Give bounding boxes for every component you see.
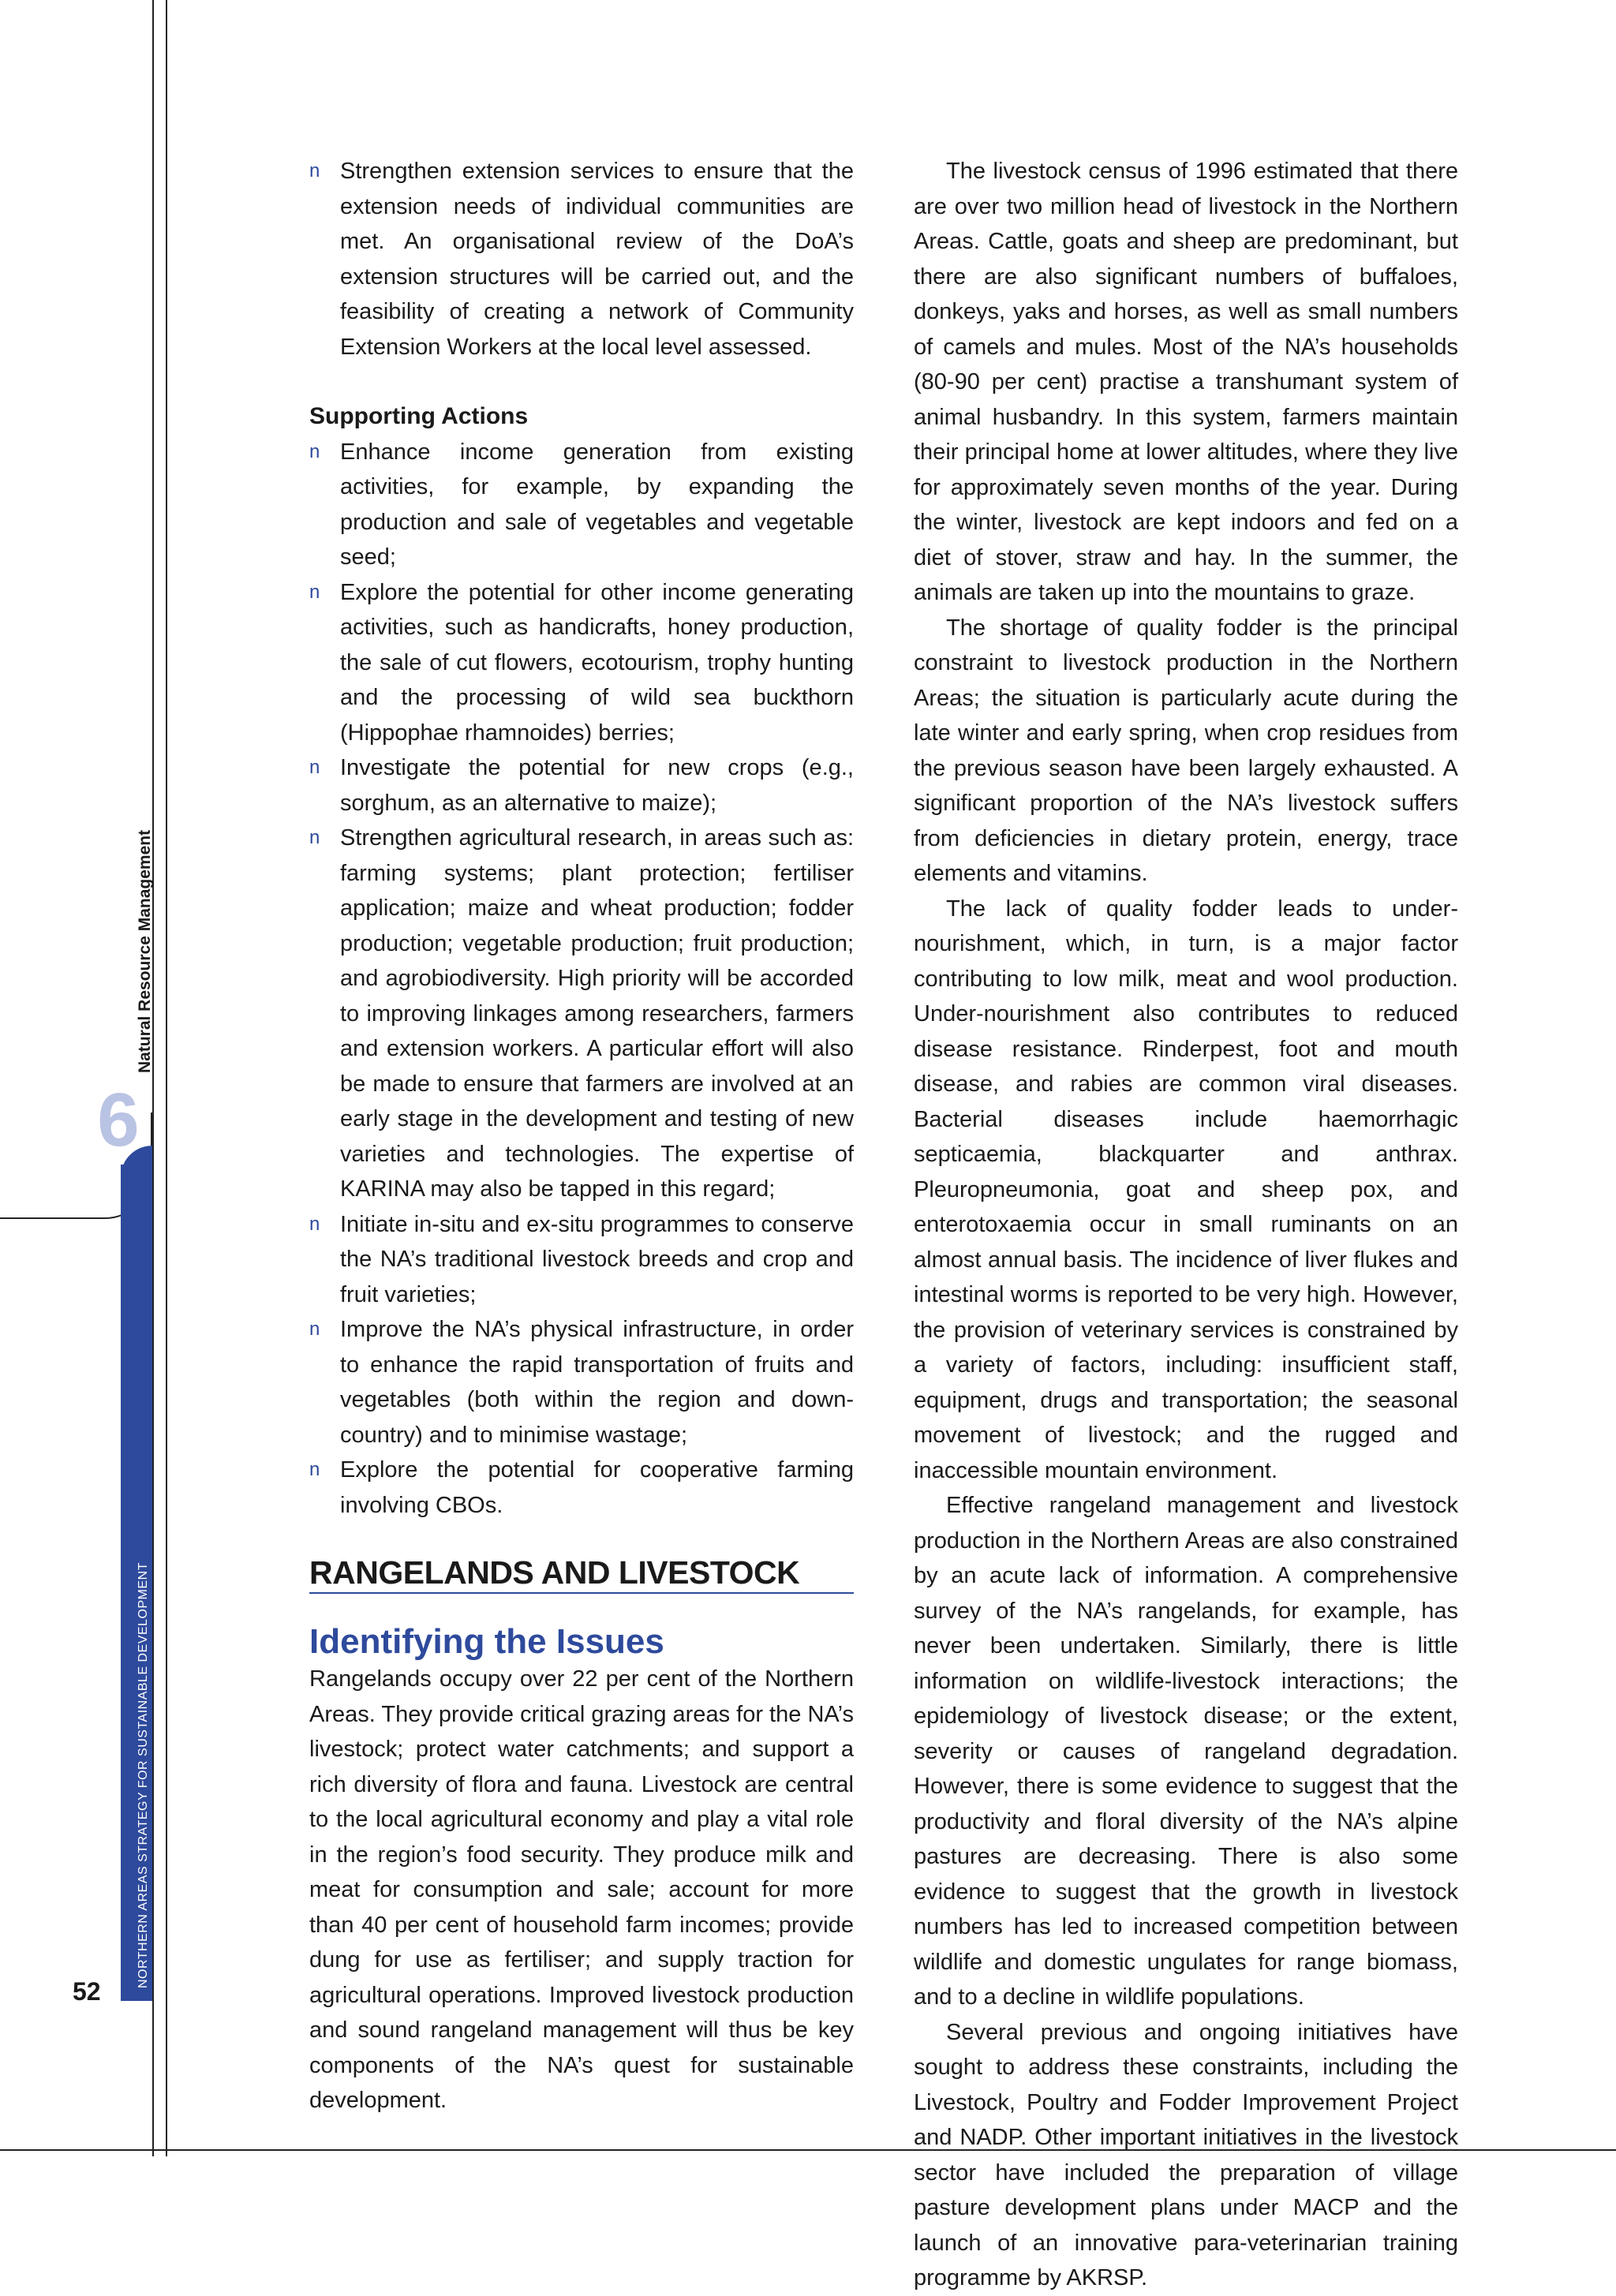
body-paragraph: The lack of quality fodder leads to under-nourishment, which, in turn, is a major factor contributing to low milk, meat and wool production. Under-nourishment also contributes to reduced disease resistance. Rinderpest, foot and mouth disease, and rabies are common viral diseases. Bacterial diseases include haemorrhagic septicaemia, blackquarter and anthrax. Pleuropneumonia, goat and sheep pox, and enterotoxaemia occur in small ruminants on an almost annual basis. The incidence of liver flukes and intestinal worms is reported to be very high. However, the provision of veterinary services is constrained by a variety of factors, including: insufficient staff, equipment, drugs and transportation; the seasonal movement of livestock; and the rugged and inaccessible mountain environment. [914,896,1458,1483]
right-column [914,154,1458,2296]
list-item: n Initiate in-situ and ex-situ programmes to conserve the NA’s traditional livestock breeds and crop and fruit varieties; [309,1207,854,1313]
subsection-heading: Identifying the Issues [309,1622,664,1661]
bullet-marker: n [309,827,320,848]
body-paragraph: Several previous and ongoing initiatives have sought to address these constraints, including the Livestock, Poultry and Fodder Improvement Project and NADP. Other important initiatives in the livestock sector have included the preparation of village pasture development plans under MACP and the launch of an innovative para-veterinarian training programme by AKRSP. [914,2019,1458,2290]
chapter-number: 6 [97,1078,140,1162]
list-item: n Explore the potential for cooperative farming involving CBOs. [309,1453,854,1523]
running-footer-title: NORTHERN AREAS STRATEGY FOR SUSTAINABLE DEVELOPMENT [137,1562,150,1988]
list-item: n Improve the NA’s physical infrastructure, in order to enhance the rapid transportation of fruits and vegetables (both within the region and down-country) and to minimise wastage; [309,1312,854,1453]
body-paragraph: The shortage of quality fodder is the principal constraint to livestock production in the Northern Areas; the situation is particularly acute during the late winter and early spring, when crop residues from the previous season have been largely exhausted. A significant proportion of the NA’s livestock suffers from deficiencies in dietary protein, energy, trace elements and vitamins. [914,615,1458,886]
list-item: n Strengthen agricultural research, in areas such as: farming systems; plant protection; fertiliser application; maize and wheat production; fodder production; vegetable production; fruit production; and agrobiodiversity. High priority will be accorded to improving linkages among researchers, farmers and extension workers. A particular effort will also be made to ensure that farmers are involved at an early stage in the development and testing of new varieties and technologies. The expertise of KARINA may also be tapped in this regard; [309,821,854,1207]
supporting-actions-list [309,435,854,1524]
bullet-marker: n [309,160,320,181]
list-item: n Enhance income generation from existing activities, for example, by expanding the production and sale of vegetables and vegetable seed; [309,435,854,575]
section-heading: RANGELANDS AND LIVESTOCK [309,1553,854,1594]
bullet-marker: n [309,757,320,778]
left-column [309,154,854,2118]
margin-rule-outer [152,0,154,2156]
bullet-marker: n [309,440,320,462]
intro-bullet-list [309,154,854,365]
supporting-actions-heading: Supporting Actions [309,403,529,429]
bullet-marker: n [309,1318,320,1340]
list-item: n Strengthen extension services to ensure that the extension needs of individual communities are met. An organisational review of the DoA’s extension structures will be carried out, and the feasibility of creating a network of Community Extension Workers at the local level assessed. [309,154,854,365]
bullet-marker: n [309,1459,320,1480]
list-item: n Explore the potential for other income generating activities, such as handicrafts, honey production, the sale of cut flowers, ecotourism, trophy hunting and the processing of wild sea buckthorn (Hippophae rhamnoides) berries; [309,575,854,751]
bullet-marker: n [309,581,320,603]
body-paragraph: The livestock census of 1996 estimated that there are over two million head of livestock in the Northern Areas. Cattle, goats and sheep are predominant, but there are also significant numbers of buffaloes, donkeys, yaks and horses, as well as small numbers of camels and mules. Most of the NA’s households (80-90 per cent) practise a transhumant system of animal husbandry. In this system, farmers maintain their principal home at lower altitudes, where they live for approximately seven months of the year. During the winter, livestock are kept indoors and fed on a diet of stover, straw and hay. In the summer, the animals are taken up into the mountains to graze. [914,159,1458,605]
issues-paragraph: Rangelands occupy over 22 per cent of the Northern Areas. They provide critical grazing areas for the NA’s livestock; protect water catchments; and support a rich diversity of flora and fauna. Livestock are central to the local agricultural economy and play a vital role in the region’s food security. They produce milk and meat for consumption and sale; account for more than 40 per cent of household farm incomes; provide dung for use as fertiliser; and supply traction for agricultural operations. Improved livestock production and sound rangeland management will thus be key components of the NA’s quest for sustainable development. [309,1666,854,2113]
page-number: 52 [73,1977,101,2006]
list-item: n Investigate the potential for new crops (e.g., sorghum, as an alternative to maize); [309,750,854,821]
body-paragraph: Effective rangeland management and livestock production in the Northern Areas are also constrained by an acute lack of information. A comprehensive survey of the NA’s rangelands, for example, has never been undertaken. Similarly, there is little information on wildlife-livestock interactions; the epidemiology of livestock disease; or the extent, severity or causes of rangeland degradation. However, there is some evidence to suggest that the productivity and floral diversity of the NA’s alpine pastures are decreasing. There is also some evidence to suggest that the growth in livestock numbers has led to increased competition between wildlife and domestic ungulates for range biomass, and to a decline in wildlife populations. [914,1493,1458,2010]
margin-rule-inner [166,0,167,2156]
bullet-marker: n [309,1213,320,1235]
running-section-title: Natural Resource Management [136,829,154,1073]
